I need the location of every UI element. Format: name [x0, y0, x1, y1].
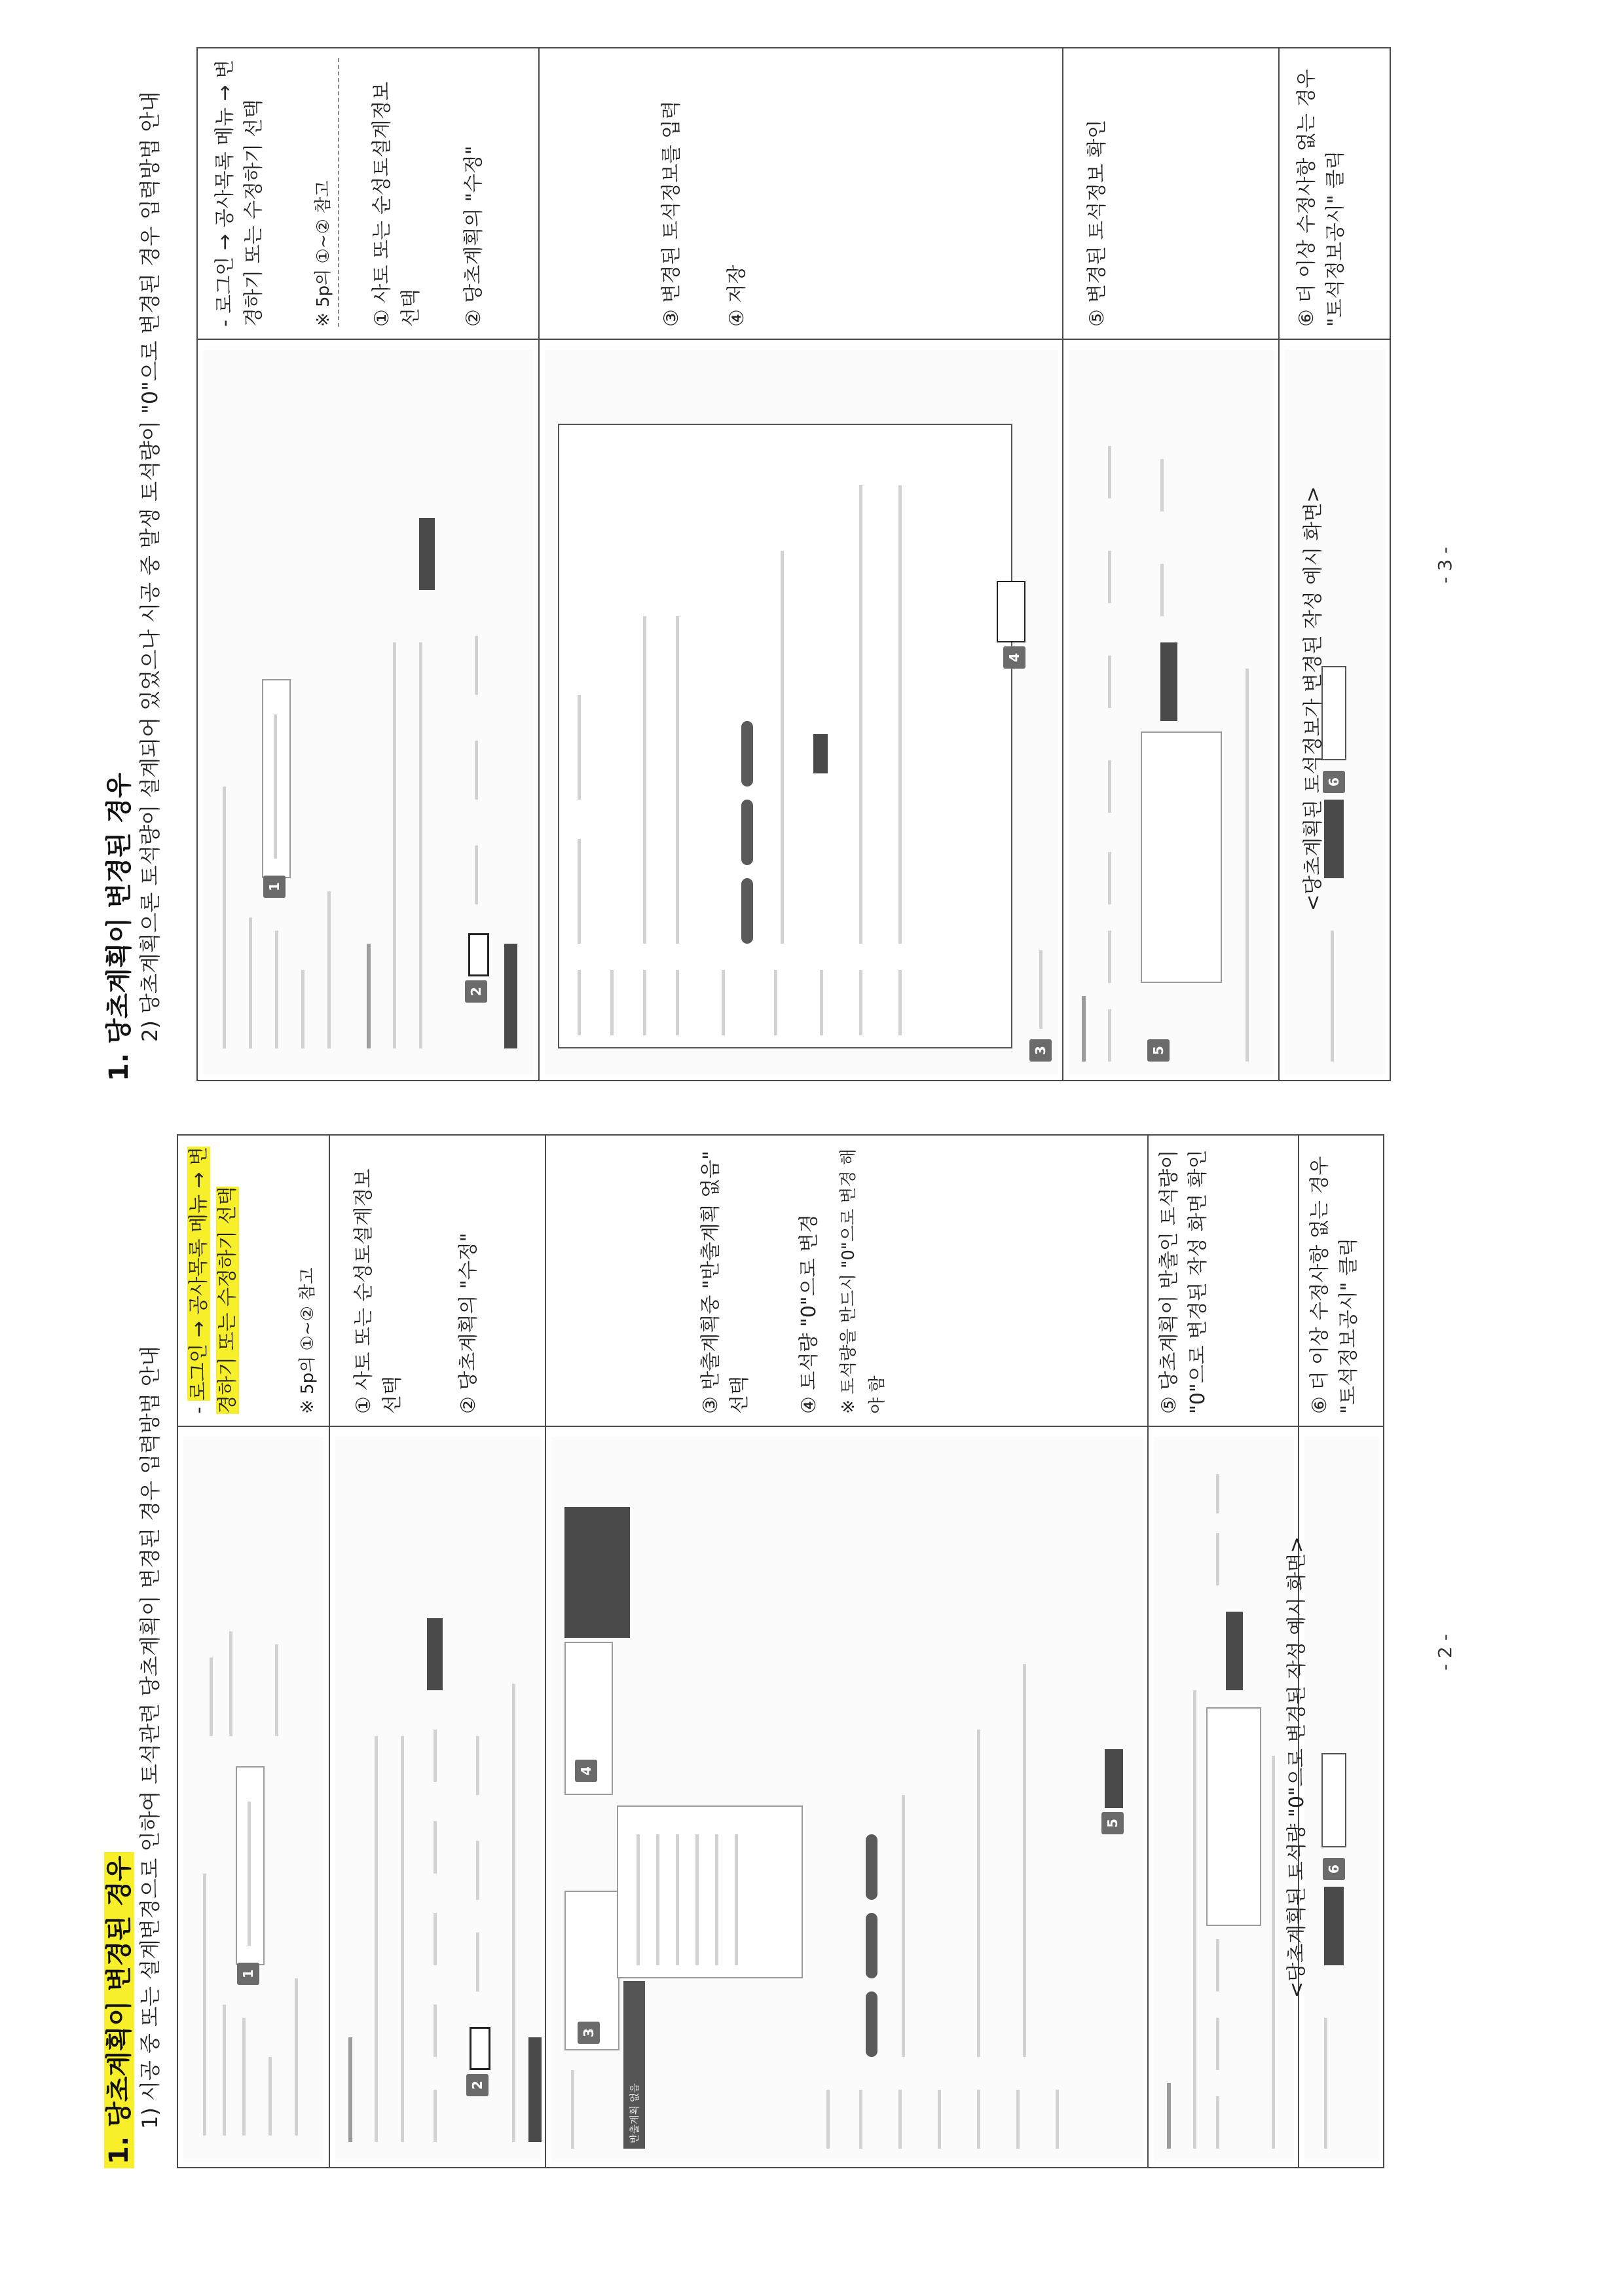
step-badge: 3 — [578, 2022, 600, 2044]
screenshot-edit-form — [545, 350, 1058, 1075]
step2-instruction: ② 당초계획의 "수정" — [457, 1232, 480, 1414]
step3-instruction: ③ 반출계획중 "반출계획 없음" 선택 — [699, 1151, 751, 1414]
table-row — [538, 48, 1063, 1080]
step-badge: 6 — [1323, 771, 1345, 793]
step-badge: 5 — [1147, 1039, 1170, 1062]
step2-instruction: ② 당초계획의 "수정" — [462, 145, 485, 327]
page-number: - 2 - — [1434, 1634, 1456, 1671]
page-subtitle: 2) 당초계획으론 토석량이 설계되어 있었으나 시공 중 발생 토석량이 "0"으로 변경된 경우 입력방법 안내 — [138, 91, 162, 1042]
step1-instruction: ① 사토 또는 순성토설계정보 선택 — [371, 81, 422, 327]
step1-instruction: ① 사토 또는 순성토설계정보 선택 — [352, 1168, 404, 1414]
step-badge: 1 — [263, 876, 286, 898]
page-number: - 3 - — [1434, 547, 1456, 583]
left-page — [98, 1137, 1493, 2168]
table-row — [545, 1136, 1149, 2167]
login-instruction: - 로그인 → 공사목록 메뉴 → 변경하기 또는 수정하기 선택 — [213, 59, 265, 327]
page-title: 1. 당초계획이 변경된 경우 — [104, 772, 134, 1081]
step-badge: 5 — [1101, 1812, 1124, 1834]
page-title: 1. 당초계획이 변경된 경우 — [98, 1852, 136, 2168]
step4-reference: ※ 토석량을 반드시 "0"으로 변경 해야 함 — [839, 1149, 887, 1414]
page-subtitle: 1) 시공 중 또는 설계변경으로 인하여 토석관련 당초계획이 변경된 경우 입력방법 안내 — [138, 1346, 162, 2129]
reference-note: ※ 5p의 ①~② 참고 — [309, 58, 339, 327]
table-row — [329, 1136, 546, 2167]
right-page — [98, 50, 1493, 1081]
table-row — [1278, 48, 1391, 1080]
step-badge: 4 — [1003, 646, 1025, 669]
dropdown-highlight: 반출계획 없음 — [623, 1981, 645, 2149]
step4-instruction: ④ 토석량 "0"으로 변경 — [798, 1213, 821, 1414]
screenshot-edit-form — [551, 1437, 1143, 2162]
table-row — [1062, 48, 1280, 1080]
figure-caption: <당초계획된 토석량 "0"으로 변경된 작성 예시 화면> — [1285, 1536, 1308, 1998]
instruction-table — [177, 1134, 1384, 2168]
screenshot-login — [203, 350, 533, 1075]
figure-caption: <당초계획된 토석정보가 변경된 작성 예시 화면> — [1302, 486, 1325, 911]
login-instruction: - 로그인 → 공사목록 메뉴 → 변경하기 또는 수정하기 선택 — [187, 1146, 239, 1414]
step5-instruction: ⑤ 당초계획이 반출인 토석량이 "0"으로 변경된 작성 화면 확인 — [1158, 1149, 1209, 1414]
step6-instruction: ⑥ 더 이상 수정사항 없는 경우 "토석정보공시" 클릭 — [1308, 1156, 1360, 1414]
step-badge: 6 — [1323, 1858, 1345, 1880]
table-row — [178, 1136, 329, 2167]
step-badge: 2 — [466, 2074, 489, 2096]
table-row — [198, 48, 538, 1080]
step4-instruction: ④ 저장 — [726, 265, 748, 327]
step3-instruction: ③ 변경된 토석정보를 입력 — [660, 100, 683, 327]
step-badge: 1 — [237, 1963, 259, 1985]
instruction-table — [196, 47, 1391, 1081]
screenshot-login — [183, 1437, 323, 2162]
screenshot-result — [1154, 1437, 1294, 2162]
table-row — [1298, 1136, 1384, 2167]
reference-note: ※ 5p의 ①~② 참고 — [298, 1267, 318, 1414]
table-row — [1147, 1136, 1299, 2167]
step5-instruction: ⑤ 변경된 토석정보 확인 — [1086, 119, 1109, 327]
screenshot-design-info — [335, 1437, 541, 2162]
step-badge: 3 — [1029, 1039, 1052, 1062]
step6-instruction: ⑥ 더 이상 수정사항 없는 경우 "토석정보공시" 클릭 — [1295, 69, 1347, 327]
screenshot-result — [1069, 350, 1274, 1075]
step-badge: 4 — [575, 1760, 597, 1782]
step-badge: 2 — [465, 980, 487, 1003]
screenshot-publish — [1304, 1437, 1379, 2162]
